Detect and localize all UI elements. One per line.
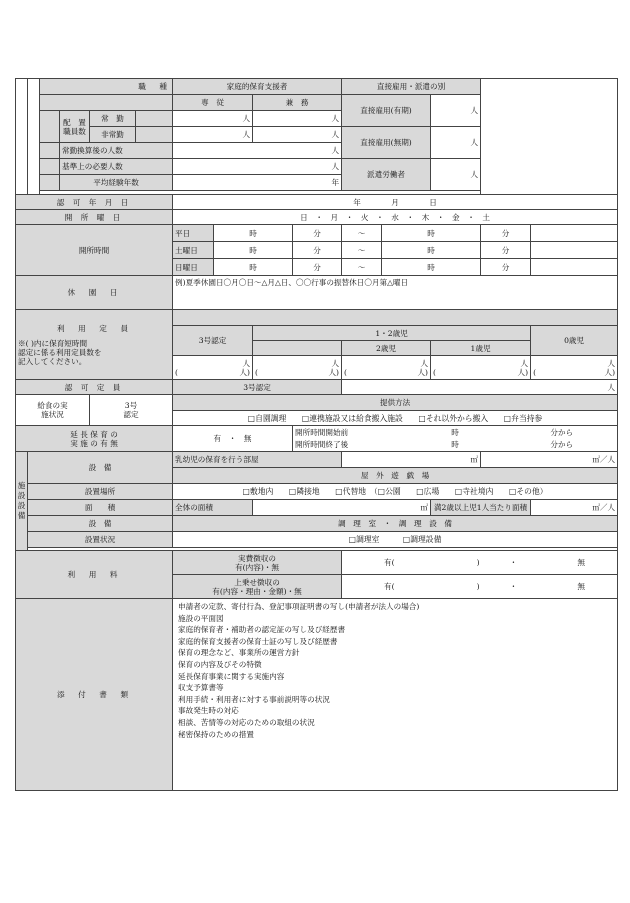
hours-sunday-blank [531, 259, 618, 276]
fees-extra-label: 上乗せ徴収の 有(内容・理由・金額)・無 [173, 575, 342, 599]
senju-label: 専 従 [173, 95, 253, 111]
avg-exp-value[interactable]: 年 [173, 175, 342, 191]
attachment-item: 保育の内容及びその特徴 [178, 659, 262, 669]
haichi-label: 配 置 職員数 [60, 111, 90, 143]
left-margin-col-b [28, 79, 40, 195]
attachment-item: 延長保育事業に関する実施内容 [178, 671, 285, 681]
facility-location-label: 設置場所 [28, 484, 173, 500]
hours-day-weekday: 平日 [173, 225, 214, 242]
capacity-cert3: 3号認定 [173, 326, 253, 356]
attachments-list [173, 599, 618, 791]
extended-yesno[interactable]: 有 ・ 無 [173, 426, 293, 452]
facility-location-options[interactable]: □敷地内 □隣接地 □代替地 （□公園 □広場 □寺社境内 □その他） [173, 484, 618, 500]
dispatch-label: 派遣労働者 [342, 159, 431, 191]
parttime-senju[interactable]: 人 [173, 127, 253, 143]
fees-actual-grid: 有( ) ・ 無 [384, 558, 585, 567]
approved-cap-value[interactable]: 人 [342, 380, 618, 395]
direct-indef-value[interactable]: 人 [431, 127, 481, 159]
hours-weekday-blank [531, 225, 618, 242]
hours-saturday-ji1[interactable]: 時 [214, 242, 293, 259]
hours-sunday-ji1[interactable]: 時 [214, 259, 293, 276]
attachment-item: 利用手続・利用者に対する事前説明等の状況 [178, 694, 330, 704]
hours-saturday-blank [531, 242, 618, 259]
attachment-item: 家庭的保育支援者の保育士証の写し及び経歴書 [178, 636, 338, 646]
fte-blank [40, 143, 60, 159]
facility-kitchen-header: 調 理 室 ・ 調 理 設 備 [173, 516, 618, 532]
fees-actual-label: 実費徴収の 有(内容)・無 [173, 551, 342, 575]
attachment-item: 収支予算書等 [178, 683, 224, 693]
kennmu-label: 兼 務 [253, 95, 342, 111]
fees-actual-value[interactable] [342, 551, 618, 575]
kateiteki-header: 家庭的保育支援者 [173, 79, 342, 95]
required-blank [40, 159, 60, 175]
meals-header: 提供方法 [173, 395, 618, 411]
fulltime-blank [136, 111, 173, 127]
approval-date-label: 認 可 年 月 日 [16, 195, 173, 210]
open-days-value[interactable]: 日 ・ 月 ・ 火 ・ 水 ・ 木 ・ 金 ・ 土 [173, 210, 618, 225]
facility-outdoor: 屋 外 遊 戯 場 [173, 468, 618, 484]
fulltime-kennmu[interactable]: 人 [253, 111, 342, 127]
capacity-age12-sub [253, 341, 342, 356]
capacity-top-band [173, 310, 618, 326]
hours-weekday-ji2[interactable]: 時 [382, 225, 481, 242]
attachment-item: 事故発生時の対応 [178, 706, 239, 716]
fte-value[interactable]: 人 [173, 143, 342, 159]
hours-day-sunday: 日曜日 [173, 259, 214, 276]
facility-total-area-label: 全体の面積 [173, 500, 253, 516]
hours-label: 開所時間 [16, 225, 173, 276]
holidays-example[interactable]: 例)夏季休園日〇月〇日～△月△日、〇〇行事の振替休日〇月第△曜日 [173, 276, 618, 310]
direct-fixed-label: 直接雇用(有期) [342, 95, 431, 127]
hours-sunday-ji2[interactable]: 時 [382, 259, 481, 276]
hours-sunday-fun2[interactable]: 分 [481, 259, 531, 276]
hours-weekday-ji1[interactable]: 時 [214, 225, 293, 242]
fulltime-label: 常 勤 [90, 111, 136, 127]
attachments-label: 添 付 書 類 [16, 599, 173, 791]
facility-nursery-room: 乳幼児の保育を行う部屋 [173, 452, 342, 468]
parttime-kennmu[interactable]: 人 [253, 127, 342, 143]
avg-exp-blank [40, 175, 60, 191]
fees-extra-grid: 有( ) ・ 無 [384, 582, 585, 591]
facility-per-child-value[interactable]: ㎡／人 [531, 500, 618, 516]
facility-per-child-label: 満2歳以上児1人当たり面積 [431, 500, 531, 516]
capacity-age1-value[interactable]: 人 ( 人) [431, 356, 531, 380]
hours-saturday-tilde: ～ [342, 242, 382, 259]
avg-exp-label: 平均経験年数 [60, 175, 173, 191]
capacity-age2-value[interactable]: 人 ( 人) [342, 356, 431, 380]
attachment-item: 保育の理念など、事業所の運営方針 [178, 648, 300, 658]
capacity-age2: 2歳児 [342, 341, 431, 356]
dispatch-value[interactable]: 人 [431, 159, 481, 191]
left-margin-col-a [16, 79, 28, 195]
extended-label: 延 長 保 育 の 実 施 の 有 無 [16, 426, 173, 452]
hours-sunday-fun1[interactable]: 分 [293, 259, 342, 276]
capacity-age0: 0歳児 [531, 326, 618, 356]
capacity-age12-value[interactable]: 人 ( 人) [253, 356, 342, 380]
facility-setsubi-1: 設 備 [28, 452, 173, 484]
required-value[interactable]: 人 [173, 159, 342, 175]
attachment-item: 家庭的保育者・補助者の認定証の写し及び経歴書 [178, 625, 346, 635]
approval-date-value[interactable]: 年 月 日 [173, 195, 618, 210]
facility-side-label: 施設設備 [16, 452, 28, 551]
facility-status-options[interactable]: □調理室 □調理設備 [173, 532, 618, 548]
parttime-blank [136, 127, 173, 143]
hours-saturday-ji2[interactable]: 時 [382, 242, 481, 259]
facility-area-label: 面 積 [28, 500, 173, 516]
capacity-age12: 1・2歳児 [253, 326, 531, 341]
hours-saturday-fun1[interactable]: 分 [293, 242, 342, 259]
form-table [15, 78, 618, 791]
extended-times-grid: 開所時間開始前 時 分から 開所時間終了後 時 分から [295, 427, 574, 450]
capacity-cert3-value[interactable]: 人 ( 人) [173, 356, 253, 380]
required-label: 基準上の必要人数 [60, 159, 173, 175]
facility-total-area-value[interactable]: ㎡ [253, 500, 431, 516]
hours-sunday-tilde: ～ [342, 259, 382, 276]
facility-setsubi-2: 設 備 [28, 516, 173, 532]
fees-label: 利 用 料 [16, 551, 173, 599]
fte-label: 常勤換算後の人数 [60, 143, 173, 159]
employment-header: 直接雇用・派遣の別 [342, 79, 481, 95]
application-form [15, 78, 617, 791]
capacity-age1: 1歳児 [431, 341, 531, 356]
hours-saturday-fun2[interactable]: 分 [481, 242, 531, 259]
direct-fixed-value[interactable]: 人 [431, 95, 481, 127]
meals-options[interactable]: □自園調理 □連携施設又は給食搬入施設 □それ以外から搬入 □弁当持参 [173, 411, 618, 426]
attachment-item: 申請者の定款、寄付行為、登記事項証明書の写し(申請者が法人の場合) [178, 602, 420, 611]
hours-weekday-fun2[interactable]: 分 [481, 225, 531, 242]
extended-times[interactable] [293, 426, 618, 452]
approved-cap-label: 認 可 定 員 [16, 380, 173, 395]
haichi-blank [40, 111, 60, 143]
holidays-label: 休 園 日 [16, 276, 173, 310]
hours-weekday-fun1[interactable]: 分 [293, 225, 342, 242]
capacity-label: 利 用 定 員 ※( )内に保育短時間 認定に係る利用定員数を 記入してください。 [16, 310, 173, 380]
attachment-item: 相談、苦情等の対応のための取組の状況 [178, 717, 315, 727]
fulltime-senju[interactable]: 人 [173, 111, 253, 127]
capacity-age0-value[interactable]: 人 ( 人) [531, 356, 618, 380]
facility-nursery-per[interactable]: ㎡／人 [481, 452, 618, 468]
meals-cert: 3号 認定 [90, 395, 173, 426]
facility-status-label: 設置状況 [28, 532, 173, 548]
open-days-label: 開 所 曜 日 [16, 210, 173, 225]
hours-weekday-tilde: ～ [342, 225, 382, 242]
role-blank [40, 95, 173, 111]
facility-nursery-area[interactable]: ㎡ [342, 452, 481, 468]
meals-label: 給食の実 施状況 [16, 395, 90, 426]
blank-side-area [481, 79, 618, 195]
attachment-item: 秘密保持のための措置 [178, 729, 254, 739]
hours-day-saturday: 土曜日 [173, 242, 214, 259]
fees-extra-value[interactable] [342, 575, 618, 599]
parttime-label: 非常勤 [90, 127, 136, 143]
role-header: 職 種 [40, 79, 173, 95]
attachment-item: 施設の平面図 [178, 613, 224, 623]
direct-indef-label: 直接雇用(無期) [342, 127, 431, 159]
approved-cap-cert3: 3号認定 [173, 380, 342, 395]
